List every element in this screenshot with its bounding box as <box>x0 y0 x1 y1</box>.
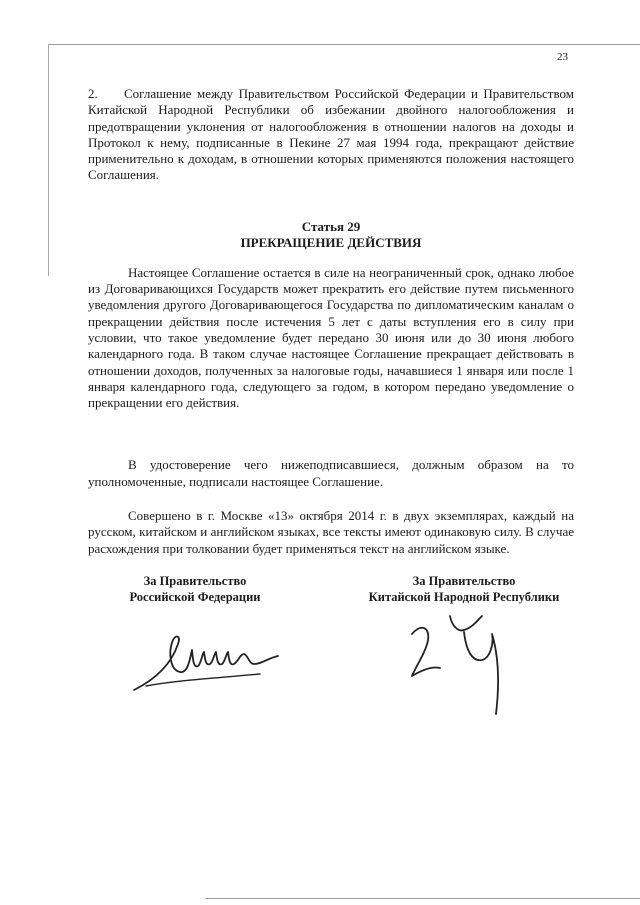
paragraph-item-2 <box>88 86 574 184</box>
signatory-russia-line1: За Правительство <box>143 574 247 588</box>
item-2-text: Соглашение между Правительством Российской Федерации и Правительством Китайской Народной Республики об избежании двойного налогообложения и предотвращении уклонения от налогообложения в отношении налогов на доходы и Протокол к нему, подписанные в Пекине 27 мая 1994 года, прекращают действие применительно к доходам, в отношении которых применяются положения настоящего Соглашения. <box>88 86 574 183</box>
signatory-china-line2: Китайской Народной Республики <box>368 589 560 604</box>
signature-section <box>88 574 574 724</box>
document-body <box>88 86 574 557</box>
scan-edge-top <box>48 44 640 45</box>
article-title: ПРЕКРАЩЕНИЕ ДЕЙСТВИЯ <box>240 234 422 250</box>
signatory-china-line1: За Правительство <box>412 574 516 588</box>
scan-edge-bottom <box>205 898 640 899</box>
signatory-russia <box>110 574 280 605</box>
scan-edge-left <box>48 44 49 276</box>
done-paragraph: Совершено в г. Москве «13» октября 2014 г. в двух экземплярах, каждый на русском, китайском и английском языках, все тексты имеют одинаковую силу. В случае расхождения при толковании будет применяться текст на английском языке. <box>88 508 574 556</box>
article-heading <box>88 219 574 251</box>
article-paragraph: Настоящее Соглашение остается в силе на неограниченный срок, однако любое из Договаривающихся Государств может прекратить его действие путем письменного уведомления другого Договаривающегося Государства по дипломатическим каналам о прекращении действия после истечения 5 лет с даты вступления его в силу при условии, что такое уведомление будет передано 30 июня или до 30 июня любого календарного года. В таком случае настоящее Соглашение прекращает действовать в отношении доходов, полученных за налоговые годы, начавшиеся 1 января или после 1 января календарного года, следующего за годом, в котором передано уведомление о прекращении его действия. <box>88 264 574 411</box>
signature-china-image <box>406 610 526 720</box>
signatory-russia-line2: Российской Федерации <box>129 589 261 604</box>
page-number: 23 <box>557 51 568 63</box>
signatory-china <box>358 574 570 605</box>
signature-russia-image <box>128 628 288 694</box>
item-number: 2. <box>88 86 98 101</box>
article-number: Статья 29 <box>301 218 361 234</box>
witness-paragraph: В удостоверение чего нижеподписавшиеся, должным образом на то уполномоченные, подписали настоящее Соглашение. <box>88 457 574 489</box>
